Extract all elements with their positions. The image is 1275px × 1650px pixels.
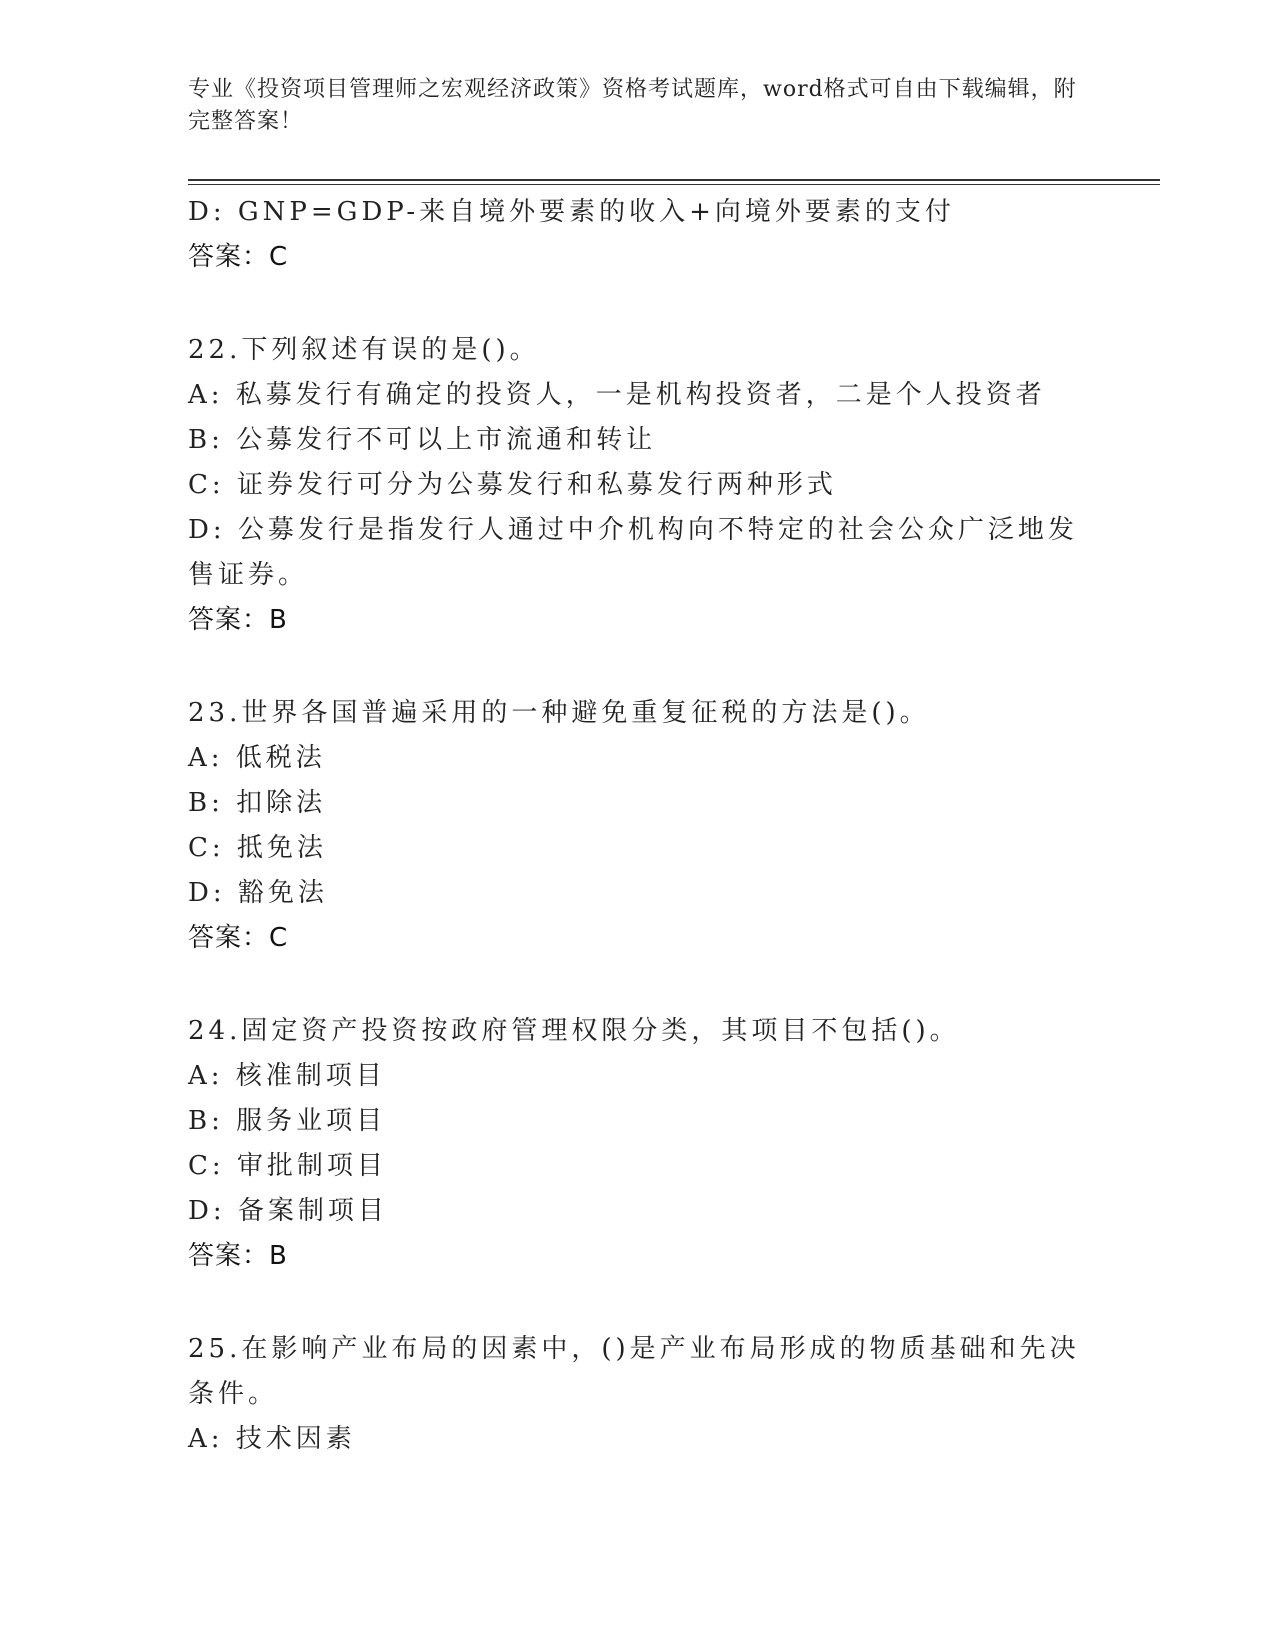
- answer: 答案：B: [188, 605, 288, 635]
- option-c: C: 证券发行可分为公募发行和私募发行两种形式: [188, 470, 837, 500]
- option-c: C: 抵免法: [188, 833, 327, 863]
- question-22: [188, 328, 1088, 643]
- option-d: D: 豁免法: [188, 878, 328, 908]
- question-24: [188, 1009, 1088, 1279]
- option-a: A: 低税法: [188, 743, 326, 773]
- question-stem: 25.在影响产业布局的因素中，()是产业布局形成的物质基础和先决条件。: [188, 1334, 1080, 1409]
- question-23: [188, 691, 1088, 961]
- q21-answer: 答案：C: [188, 242, 289, 272]
- option-a: A: 技术因素: [188, 1424, 356, 1454]
- option-c: C: 审批制项目: [188, 1151, 387, 1181]
- header-divider-thick: [188, 179, 1160, 181]
- option-b: B: 公募发行不可以上市流通和转让: [188, 425, 657, 455]
- option-a: A: 核准制项目: [188, 1061, 386, 1091]
- header-divider-thin: [188, 184, 1160, 185]
- answer: 答案：C: [188, 923, 289, 953]
- q21-option-d: D: GNP=GDP-来自境外要素的收入+向境外要素的支付: [188, 197, 955, 227]
- question-stem: 24.固定资产投资按政府管理权限分类，其项目不包括()。: [188, 1016, 960, 1046]
- question-stem: 22.下列叙述有误的是()。: [188, 335, 540, 365]
- option-b: B: 服务业项目: [188, 1106, 387, 1136]
- option-d: D: 公募发行是指发行人通过中介机构向不特定的社会公众广泛地发售证券。: [188, 515, 1078, 590]
- document-header: 专业《投资项目管理师之宏观经济政策》资格考试题库，word格式可自由下载编辑，附完整答案！: [188, 77, 1077, 134]
- answer: 答案：B: [188, 1241, 288, 1271]
- question-stem: 23.世界各国普遍采用的一种避免重复征税的方法是()。: [188, 698, 930, 728]
- question-list: [188, 190, 1088, 1462]
- option-a: A: 私募发行有确定的投资人，一是机构投资者，二是个人投资者: [188, 380, 1046, 410]
- question-25: [188, 1327, 1088, 1462]
- option-b: B: 扣除法: [188, 788, 327, 818]
- option-d: D: 备案制项目: [188, 1196, 388, 1226]
